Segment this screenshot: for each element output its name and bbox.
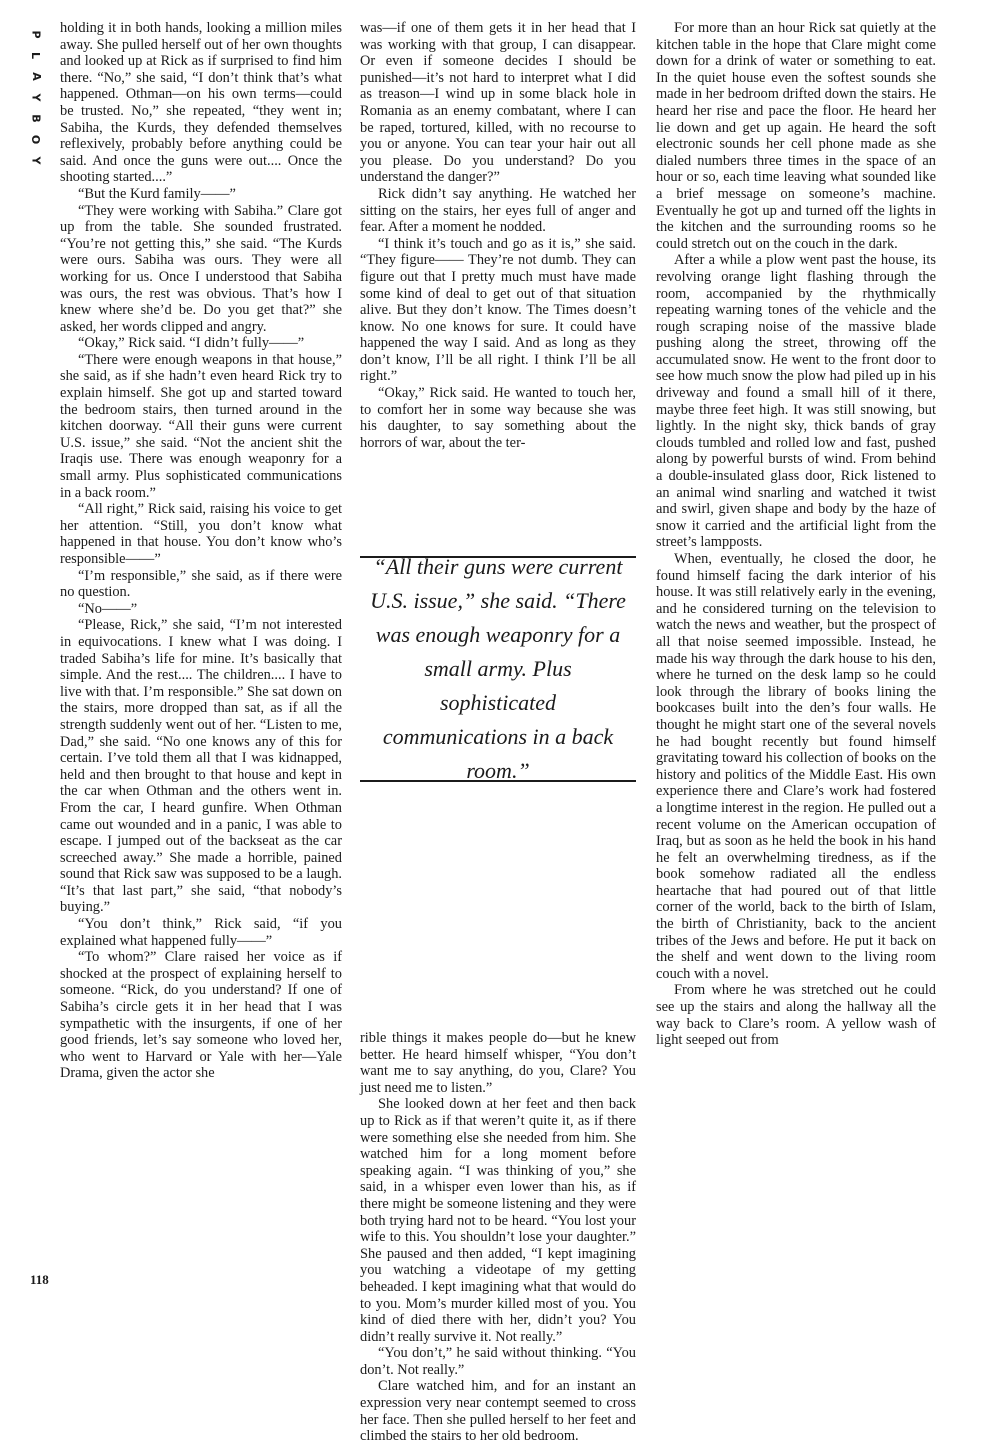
paragraph: “No——” <box>78 600 138 617</box>
page-number: 118 <box>30 1272 49 1287</box>
paragraph: “They were working with Sabiha.” Clare got up from the table. She sounded frustrated. “You’re not getting this,” she said. “The Kurds were ours. Sabiha was ours. They were all working for us. Once I understood that Sabiha was ours, the rest was obvious. That’s how I knew where she’d be. Do you get that?” she asked, her words clipped and angry. <box>60 202 342 335</box>
paragraph: “Okay,” Rick said. “I didn’t fully——” <box>78 335 305 352</box>
paragraph: When, eventually, he closed the door, he found himself facing the dark interior of his house. It was still relatively early in the evening, and he considered turning on the television to watch the news and weather, but the prospect of all that noise seemed impossible. Instead, he made his way through the dark house to his den, where he turned on the desk lamp so he could look through the library of books lining the bookcases built into the den’s four walls. He thought he might start one of the several novels he had bought recently but found himself gravitating toward his collection of books on the history and politics of the Middle East. His own experience there and Clare’s work had fostered a longtime interest in the region. He pulled out a recent volume on the American occupation of Iraq, but as soon as he held the book in his hand he felt an overwhelming tiredness, as if the book somehow radiated all the endless heartache that had poured out of that little corner of the world, back to the birth of Islam, the birth of Christianity, back to the ancient tribes of the Jews and before. He put it back on the shelf and went down to the living room couch with a novel. <box>656 551 936 982</box>
paragraph: “To whom?” Clare raised her voice as if shocked at the prospect of explaining herself to someone. “Rick, do you understand? If one of Sabiha’s circle gets it in her head that I was sympathetic with the insurgents, if one of her good friends, let’s say someone who loved her, who went to Harvard or Yale with her—Yale Drama, given the actor she <box>60 949 342 1082</box>
paragraph: holding it in both hands, looking a million miles away. She pulled herself out of her own thoughts and looked up at Rick as if surprised to find him there. “No,” she said, “I don’t think that’s what happened. Othman—on his own terms—could be trusted. No,” she repeated, “they went in; Sabiha, the Kurds, they defended themselves reflexively, probably before anything could be said. And once the guns were out.... Once the shooting started....” <box>60 20 342 186</box>
text-column-3 <box>656 20 936 1049</box>
paragraph: For more than an hour Rick sat quietly at the kitchen table in the hope that Clare might come down for a drink of water or something to eat. In the quiet house even the softest sounds she made in her bedroom drifted down the stairs. He heard her rise and pace the floor. He heard her lie down and get up again. He heard the soft electronic sounds her cell phone made as she dialed numbers three times in the space of an hour or so, each time leaving what sounded like a brief message on someone’s machine. Eventually he got up and turned off the lights in the kitchen and the surrounding rooms so he could stretch out on the couch in the dark. <box>656 20 936 252</box>
paragraph: Clare watched him, and for an instant an expression very near contempt seemed to cross her face. Then she pulled herself to her feet and climbed the stairs to her old bedroom. <box>360 1378 636 1445</box>
mark-letter: A <box>29 72 43 81</box>
paragraph: From where he was stretched out he could see up the stairs and along the hallway all the way back to Clare’s room. A yellow wash of light seeped out from <box>656 982 936 1049</box>
mark-letter: L <box>29 51 43 60</box>
mark-letter: O <box>29 134 43 145</box>
paragraph: was—if one of them gets it in her head that I was working with that group, I can disappear. Or even if someone decides I should be punished—it’s not hard to interpret what I did as treason—I wind up in some black hole in Romania as an enemy combatant, where I can be raped, tortured, killed, with no recourse to you or anyone. You can tear your hair out all you please. Do you understand? Do you understand the danger?” <box>360 20 636 186</box>
paragraph: “Please, Rick,” she said, “I’m not interested in equivocations. I knew what I was doing. I traded Sabiha’s life for mine. It’s basically that simple. And the rest.... The children.... I have to live with that. I’m responsible.” She sat down on the stairs, more dropped than sat, as if all the strength suddenly went out of her. “Listen to me, Dad,” she said. “No one knows any of this for certain. I’ve told them all that I was kidnapped, held and then brought to that house and kept in the car when Othman and the others went in. From the car, I heard gunfire. When Othman came out wounded and in a panic, I was able to escape. I jumped out of the backseat as the car screeched away.” She made a horrible, pained sound that Rick saw was supposed to be a laugh. “It’s that last part,” she said, “that nobody’s buying.” <box>60 617 342 916</box>
pull-quote <box>360 556 636 782</box>
pull-quote-text: “All their guns were current U.S. issue,” she said. “There was enough weaponry for a small army. Plus sophisticated communications in a back room.” <box>370 554 626 783</box>
magazine-running-mark <box>28 24 44 171</box>
paragraph: “All right,” Rick said, raising his voice to get her attention. “Still, you don’t know what happened in that house. You don’t know who’s responsible——” <box>60 501 342 567</box>
paragraph: “You don’t think,” Rick said, “if you explained what happened fully——” <box>60 916 342 949</box>
paragraph: After a while a plow went past the house, its revolving orange light flashing through the room, accompanied by the rhythmically repeating warning tones of the vehicle and the rough scraping noise of the massive blade pushing along the street, throwing off the accumulated snow. He went to the front door to see how much snow the plow had piled up in his driveway and found a small hill of it there, maybe three feet high. It was still snowing, but lightly. In the night sky, thick bands of gray clouds tumbled and rolled low and fast, pushed along by powerful bursts of wind. From behind a double-insulated glass door, Rick listened to an animal wind snarling and watched it twist and swirl, given shape and body by the haze of snow it carried and the artificial light from the street’s lampposts. <box>656 252 936 551</box>
mark-letter: B <box>29 114 43 123</box>
paragraph: “I’m responsible,” she said, as if there were no question. <box>60 567 342 601</box>
text-column-2-top <box>360 20 636 451</box>
paragraph: “Okay,” Rick said. He wanted to touch her, to comfort her in some way because she was his daughter, to say something about the horrors of war, about the ter- <box>360 385 636 451</box>
paragraph: “There were enough weapons in that house,” she said, as if she hadn’t even heard Rick try to explain himself. She got up and started toward the bedroom stairs, then turned around in the kitchen doorway. “All their guns were current U.S. issue,” she said. “Not the ancient shit the Iraqis use. There was enough weaponry for a small army. Plus sophisticated communications in a back room.” <box>60 351 342 501</box>
paragraph: “You don’t,” he said without thinking. “You don’t. Not really.” <box>360 1345 636 1378</box>
paragraph: Rick didn’t say anything. He watched her sitting on the stairs, her eyes full of anger and fear. After a moment he nodded. <box>360 185 636 236</box>
paragraph: rible things it makes people do—but he knew better. He heard himself whisper, “You don’t want me to say anything, do you, Clare? You just need me to listen.” <box>360 1030 636 1096</box>
mark-letter: Y <box>29 156 43 165</box>
text-column-1 <box>60 20 342 1082</box>
mark-letter: P <box>29 30 43 39</box>
text-column-2-bottom <box>360 1030 636 1445</box>
paragraph: “But the Kurd family——” <box>78 185 236 202</box>
paragraph: She looked down at her feet and then back up to Rick as if that weren’t quite it, as if there were something else she needed from him. She watched him for a long moment before speaking again. “I was thinking of you,” she said, in a whisper even lower than his, as if there might be someone listening and they were both trying hard not to be heard. “You lost your wife to this. You shouldn’t lose your daughter.” She paused and then added, “I kept imagining you watching a videotape of my getting beheaded. I kept imagining what that would do to you. Mom’s murder killed most of you. You kind of died there with her, didn’t you? You didn’t really survive it. Not really.” <box>360 1096 636 1345</box>
paragraph: “I think it’s touch and go as it is,” she said. “They figure—— They’re not dumb. They can figure out that I pretty much must have made some kind of deal to get out of that situation alive. But they don’t know. The Times doesn’t know. No one knows for sure. It could have happened the way I said. And as long as they don’t know, I’ll be all right. I think I’ll be all right.” <box>360 235 636 385</box>
mark-letter: Y <box>29 93 43 102</box>
